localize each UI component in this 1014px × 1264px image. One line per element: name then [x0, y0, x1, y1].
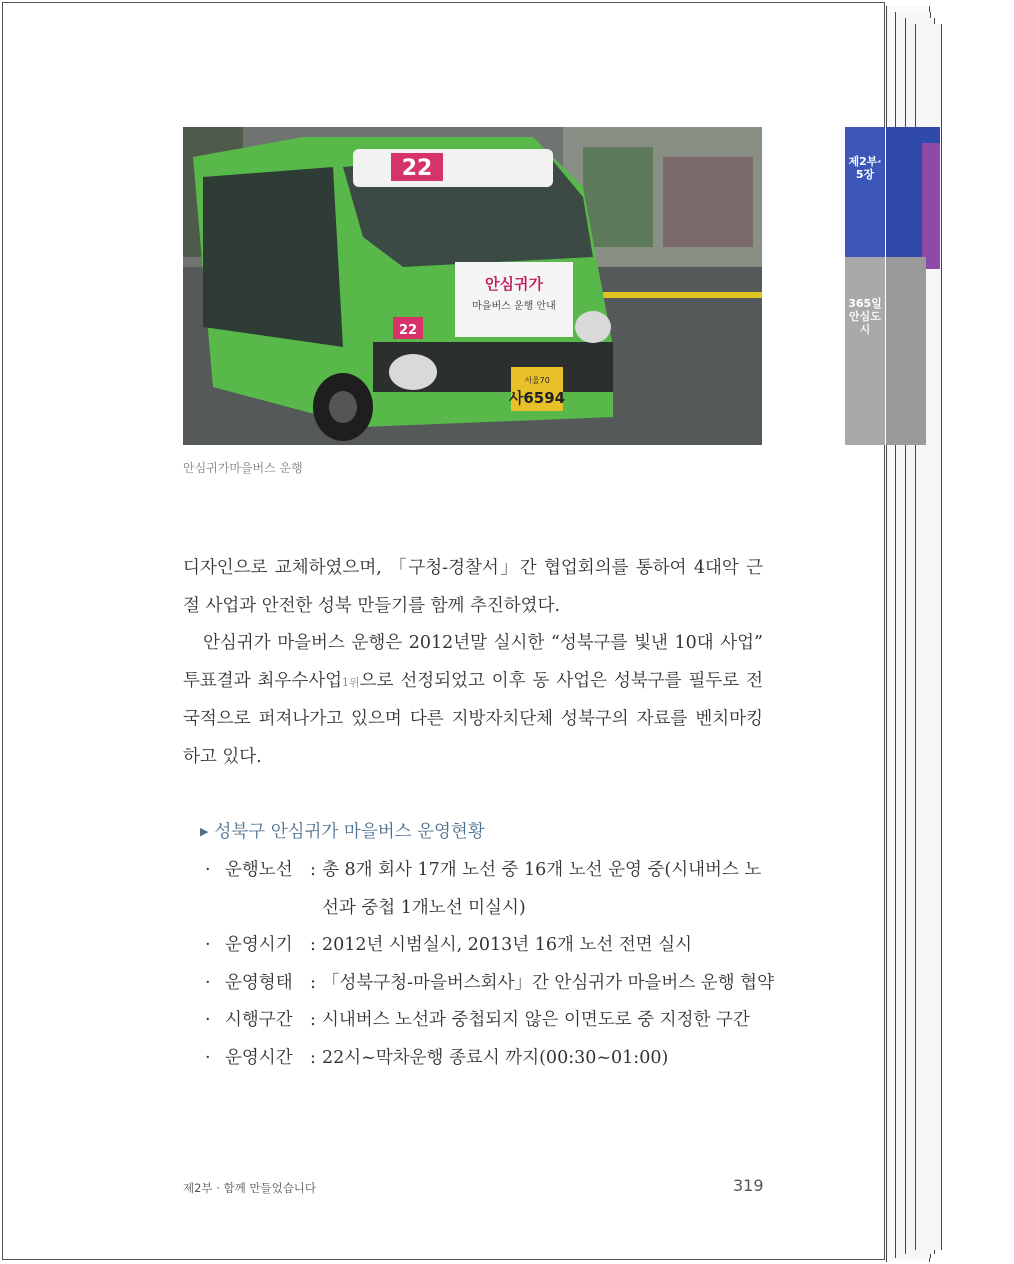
tab-strip-purple	[922, 143, 940, 269]
footnote-marker: 1위	[342, 675, 360, 689]
item-label: 운영시간	[225, 1047, 293, 1068]
section-title	[200, 818, 485, 843]
list-bullet: ·	[205, 1047, 211, 1068]
item-label: 운행노선	[225, 860, 293, 880]
item-label: 시행구간	[225, 1010, 293, 1030]
item-value: 총 8개 회사 17개 노선 중 16개 노선 운영 중(시내버스 노선과 중첩 1개노선 미실시)	[322, 860, 762, 918]
item-value: 시내버스 노선과 중첩되지 않은 이면도로 중 지정한 구간	[322, 1010, 750, 1030]
list-item	[205, 852, 775, 927]
item-colon: :	[310, 1047, 316, 1068]
bus-photo	[183, 127, 762, 445]
list-bullet: ·	[205, 935, 211, 955]
list-item	[205, 1002, 775, 1040]
item-colon: :	[310, 1010, 316, 1030]
item-value: 「성북구청-마을버스회사」간 안심귀가 마을버스 운행 협약	[322, 972, 774, 993]
running-footer: 제2부 · 함께 만들었습니다	[183, 1181, 317, 1195]
tab-strip-grey	[886, 257, 926, 445]
photo-notice-subtitle: 마을버스 운행 안내	[472, 301, 556, 312]
paragraph-2-part-a: 안심귀가 마을버스 운행은 2012년말 실시한 “성북구를 빛낸 10대 사업” 투표결과 최우수사업	[183, 633, 763, 691]
list-item	[205, 965, 775, 1003]
photo-notice-title: 안심귀가	[485, 275, 543, 293]
paragraph-2-part-b: 으로 선정되었고 이후 동 사업은 성북구를 필두로 전국적으로 퍼져나가고 있으며 다른 지방자치단체 성북구의 자료를 벤치마킹 하고 있다.	[183, 670, 763, 767]
status-list	[205, 852, 775, 1077]
paragraph-1: 디자인으로 교체하였으며, 「구청-경찰서」간 협업회의를 통하여 4대악 근절 사업과 안전한 성북 만들기를 함께 추진하였다.	[183, 558, 763, 616]
list-bullet: ·	[205, 1010, 211, 1030]
tab-chapter-title[interactable]	[845, 257, 885, 445]
photo-plate-number: 사6594	[508, 389, 566, 407]
list-item	[205, 927, 775, 965]
item-colon: :	[310, 860, 316, 880]
item-value: 22시~막차운행 종료시 까지(00:30~01:00)	[322, 1047, 669, 1068]
photo-route-number: 22	[401, 156, 433, 181]
body-text	[183, 550, 763, 776]
page-number: 319	[733, 1176, 764, 1195]
item-value: 2012년 시범실시, 2013년 16개 노선 전면 실시	[322, 935, 693, 955]
photo-side-route: 22	[398, 323, 418, 338]
list-bullet: ·	[205, 860, 211, 880]
item-label: 운영시기	[225, 935, 293, 955]
item-label: 운영형태	[225, 972, 293, 993]
section-title-text: 성북구 안심귀가 마을버스 운영현황	[214, 822, 485, 842]
item-colon: :	[310, 935, 316, 955]
item-colon: :	[310, 972, 316, 993]
list-bullet: ·	[205, 972, 211, 993]
list-item	[205, 1040, 775, 1078]
photo-plate-top: 서울70	[524, 376, 550, 385]
photo-caption: 안심귀가마을버스 운행	[183, 461, 303, 475]
tab-chapter-title-label: 365일안심도시	[848, 297, 882, 336]
tab-part-chapter[interactable]	[845, 127, 885, 257]
tab-part-chapter-label: 제2부·5장	[848, 155, 882, 181]
paragraph-2	[183, 625, 763, 776]
triangle-bullet-icon: ▶	[200, 825, 209, 838]
